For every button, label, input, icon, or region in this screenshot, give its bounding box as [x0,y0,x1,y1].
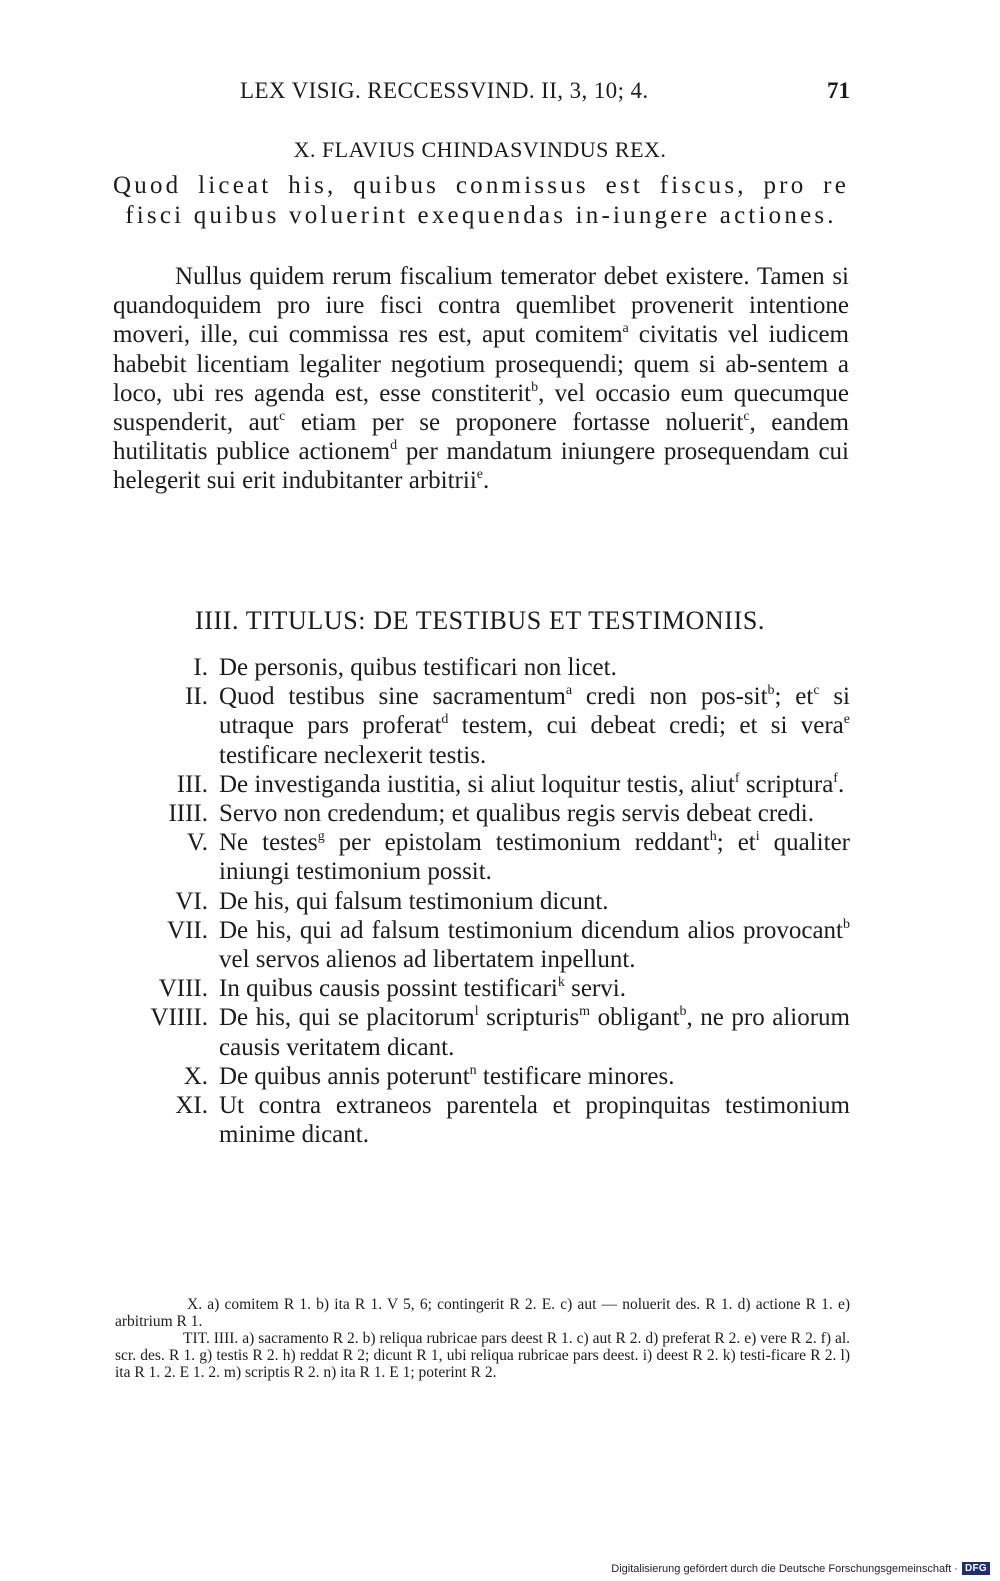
rubric-text: si utraque pars proferat [219,683,851,740]
law-body-text: Nullus quidem rerum fiscalium temerator debet existere. Tamen si quandoquidem pro iure fisci contra quemlibet provenerit intentione moveri, ille, cui commissa res est, aput comitem [113,263,849,349]
footnote-marker: c [813,683,820,699]
law-body-text: per mandatum iniungere prosequendam cui helegerit sui erit indubitanter arbitrii [113,438,849,495]
footnote-marker: b [679,1004,687,1020]
footnotes [115,1296,850,1381]
credit-text: Digitalisierung gefördert durch die Deutsche Forschungsgemeinschaft · [611,1562,958,1575]
rubric-text [219,653,850,682]
footnote-marker: b [767,683,775,699]
footnote-marker: e [843,712,850,728]
rubric-text: Ne testes [219,829,318,857]
rubric-text [219,770,850,799]
rubric-number: V. [186,829,208,857]
rubric-item [110,799,850,828]
rubric-text [219,974,850,1003]
rubric-text: credi non pos-sit [572,683,768,711]
rubric-text: De personis, quibus testificari non licet. [219,654,617,681]
footnote-marker: f [833,770,838,786]
rubric-item [110,653,850,682]
footnote-law-x: X. a) comitem R 1. b) ita R 1. V 5, 6; contingerit R 2. E. c) aut — noluerit des. R 1. d) actione R 1. e) arbitrium R 1. [115,1296,850,1330]
rubric-item [110,916,850,974]
rubric-text: ; et [774,683,814,711]
rubric-number: VI. [175,887,208,915]
rubric-number: III. [176,770,208,798]
footnote-marker: d [390,438,398,454]
footnote-marker: n [469,1062,477,1078]
rubric-text: De investiganda iustitia, si aliut loquitur testis, aliut [219,770,735,798]
law-body-text: , eandem hutilitatis publice actionem [113,409,850,466]
footnote-title-iiii: TIT. IIII. a) sacramento R 2. b) reliqua rubricae pars deest R 1. c) aut R 2. d) preferat R 2. e) vere R 2. f) al. scr. des. R 1. g) testis R 2. h) reddat R 2; dicunt R 1, ubi reliqua rubricae pars deest. i) deest R 2. k) testi-ficare R 2. l) ita R 1. 2. E 1. 2. m) scriptis R 2. n) ita R 1. E 1; poterint R 2. [115,1330,850,1381]
rubric-text: In quibus causis possint testificari [219,975,558,1003]
footnote-marker: a [622,321,629,337]
footnote-marker: d [441,712,449,728]
running-head: LEX VISIG. RECCESSVIND. II, 3, 10; 4. [240,78,649,103]
rubric-text: Servo non credendum; et qualibus regis servis debeat credi. [219,800,814,828]
rubric-item [110,974,850,1003]
rubric-text [219,1003,850,1061]
footnote-marker: f [734,770,740,786]
rubric-text [219,799,850,828]
rubric-text: scripturis [478,1004,580,1032]
rubric-item [110,1062,850,1091]
title-heading: IIII. TITULUS: DE TESTIBUS ET TESTIMONIIS. [195,606,765,635]
rubric-text: servi. [564,975,626,1003]
rubric-number: VIIII. [150,1004,208,1032]
rubric-item [110,1003,850,1061]
rubric-list [110,653,850,1149]
page-header [110,78,850,110]
rubric-text: Quod testibus sine sacramentum [219,683,566,711]
rubric-text: De his, qui se placitorum [219,1004,475,1032]
rubric-text: . [837,770,845,798]
rubric-text [219,1062,850,1091]
footnote-marker: e [476,467,483,483]
rubric-text [219,916,850,974]
rubric-text [219,682,850,770]
footnote-marker: b [843,916,850,932]
law-rubric: Quod liceat his, quibus conmissus est fiscus, pro re fisci quibus voluerint exequendas in-iungere actiones. [113,172,849,229]
rubric-text: testem, cui debeat credi; et si vera [448,712,844,740]
rubric-text: vel servos alienos ad libertatem inpellunt. [219,946,636,974]
rubric-text: De his, qui ad falsum testimonium dicendum alios provocant [219,916,843,944]
rubric-item [110,770,850,799]
rubric-number: I. [193,654,208,681]
footnote-marker: c [743,409,750,425]
footnote-marker: h [709,829,717,845]
rubric-text: obligant [590,1004,680,1032]
rubric-text [219,828,850,886]
law-body-text: civitatis vel iudicem habebit licentiam legaliter negotium prosequendi; quem si ab-sentem a loco, ubi res agenda est, esse constiterit [113,321,849,407]
footnote-marker: a [565,683,573,699]
rubric-number: VIII. [158,975,208,1003]
rubric-text: per epistolam testimonium reddant [324,829,710,857]
footnote-marker: l [474,1004,479,1020]
rubric-number: II. [185,683,208,711]
rubric-item [110,828,850,886]
footnote-marker: m [579,1004,591,1020]
rubric-text: testificare neclexerit testis. [219,741,487,769]
rubric-text: De quibus annis poterunt [219,1062,470,1090]
footnote-marker: i [755,829,760,845]
rubric-number: VII. [167,916,208,944]
law-body-text: etiam per se proponere fortasse noluerit [285,409,744,437]
law-body-text: . [483,467,490,495]
rubric-item [110,887,850,916]
rubric-text [219,887,850,916]
rubric-text: scriptura [739,770,834,798]
page-number: 71 [827,78,850,103]
rubric-number: IIII. [168,800,208,828]
rubric-item [110,682,850,770]
rubric-text: De his, qui falsum testimonium dicunt. [219,887,609,915]
rubric-text: ; et [716,829,756,857]
rubric-text: qualiter iniungi testimonium possit. [219,829,850,886]
rubric-text [219,1091,850,1149]
rubric-text: , ne pro aliorum causis veritatem dicant. [219,1004,850,1061]
rubric-number: XI. [175,1092,208,1120]
law-body-text: , vel occasio eum quecumque suspenderit, aut [113,379,849,437]
rubric-text: Ut contra extraneos parentela et propinquitas testimonium minime dicant. [219,1092,850,1149]
footnote-marker: k [557,975,565,991]
rubric-text: testificare minores. [476,1062,675,1090]
rubric-item [110,1091,850,1149]
footnote-marker: b [531,379,539,395]
dfg-logo: DFG [962,1562,990,1575]
digitization-credit [611,1562,990,1575]
law-body [113,262,849,496]
law-title: X. FLAVIUS CHINDASVINDUS REX. [293,137,667,162]
footnote-marker: g [317,829,325,845]
footnote-marker: c [279,409,286,425]
rubric-number: X. [183,1062,208,1090]
